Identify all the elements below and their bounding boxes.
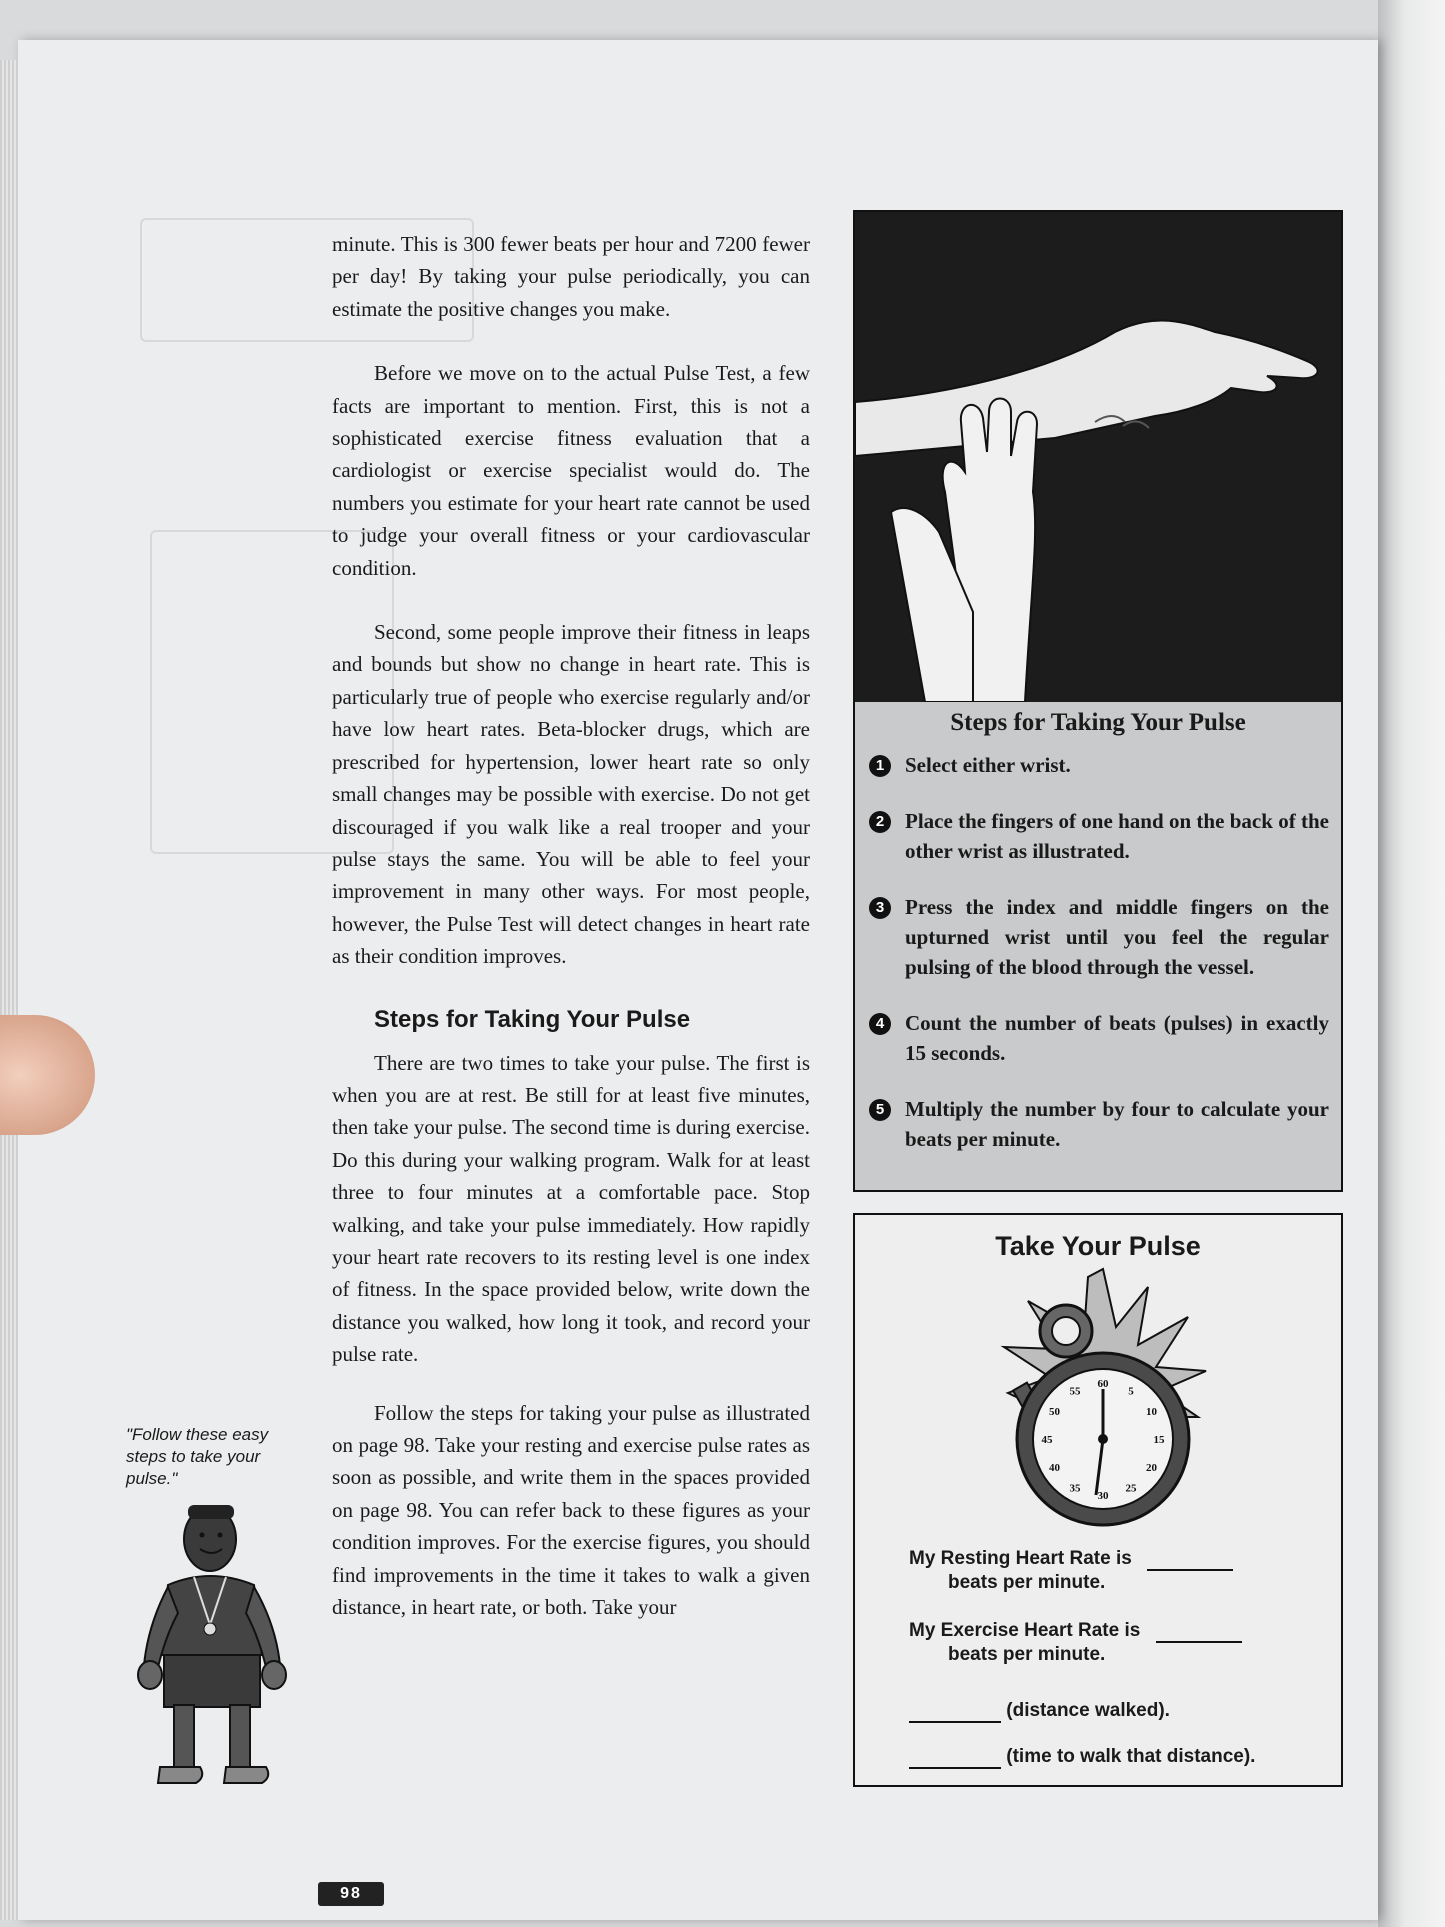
list-item [869, 892, 1329, 982]
dial-number: 60 [1097, 1378, 1109, 1390]
pulse-box-title: Take Your Pulse [995, 1231, 1201, 1261]
steps-list [869, 750, 1329, 1154]
dial-number: 20 [1146, 1462, 1157, 1474]
next-page-edge [1378, 0, 1445, 1927]
dial-number: 10 [1146, 1406, 1157, 1418]
exercise-heart-rate-field [909, 1619, 1329, 1643]
step-number-badge: 5 [869, 1099, 891, 1121]
illustration-caption: "Follow these easy steps to take your pulse." [126, 1425, 269, 1488]
step-number-badge: 3 [869, 897, 891, 919]
main-text-column [332, 228, 810, 1655]
paragraph: Follow the steps for taking your pulse as illustrated on page 98. Take your resting and exercise pulse rates as soon as possible, and write them in the spaces provided on page 98. You can refer back to these figures as your condition improves. For the exercise figures, you should find improvements in the time it takes to walk a given distance, in heart rate, or both. Take your [332, 1400, 810, 1620]
resting-blank[interactable] [1147, 1547, 1233, 1571]
take-your-pulse-box [853, 1213, 1343, 1787]
step-text: Press the index and middle fingers on the upturned wrist until you feel the regular pulsing of the blood through the vessel. [905, 895, 1329, 979]
distance-blank[interactable] [909, 1699, 1001, 1723]
dial-number: 15 [1153, 1434, 1165, 1446]
step-text: Count the number of beats (pulses) in exactly 15 seconds. [905, 1011, 1329, 1065]
time-field [909, 1745, 1255, 1769]
dial-number: 35 [1069, 1482, 1081, 1495]
paragraph: minute. This is 300 fewer beats per hour and 7200 fewer per day! By taking your pulse periodically, you can estimate the positive changes you make. [332, 232, 810, 321]
dial-number: 30 [1097, 1490, 1109, 1502]
dial-number: 50 [1049, 1406, 1060, 1418]
page-stack-edge [0, 60, 18, 1920]
list-item [869, 1094, 1329, 1154]
list-item [869, 1008, 1329, 1068]
step-text: Select either wrist. [905, 753, 1071, 777]
exercise-unit: beats per minute. [948, 1644, 1106, 1665]
time-label: (time to walk that distance). [1006, 1746, 1256, 1767]
resting-label: My Resting Heart Rate is [909, 1548, 1132, 1569]
step-text: Place the fingers of one hand on the back of the other wrist as illustrated. [905, 809, 1329, 863]
list-item [869, 750, 1329, 780]
paragraph: Before we move on to the actual Pulse Test, a few facts are important to mention. First, this is not a sophisticated exercise fitness evaluation that a cardiologist or exercise specialist would do. The numbers you estimate for your heart rate cannot be used to judge your overall fitness or your cardiovascular condition. [332, 361, 810, 580]
steps-sidebar-box [853, 210, 1343, 1192]
step-number-badge: 4 [869, 1013, 891, 1035]
walking-man-illustration [130, 1505, 300, 1795]
exercise-label: My Exercise Heart Rate is [909, 1620, 1141, 1641]
paragraph: Second, some people improve their fitness in leaps and bounds but show no change in heart rate. This is particularly true of people who exercise regularly and/or have low heart rates. Beta-blocker drugs, which are prescribed for hypertension, lower heart rate so only small changes may be possible with exercise. Do not get discouraged if you walk like a real trooper and your pulse stays the same. You will be able to feel your improvement in many other ways. For most people, however, the Pulse Test will detect changes in heart rate as their condition improves. [332, 620, 810, 969]
step-number-badge: 1 [869, 755, 891, 777]
wrist-pulse-illustration [855, 212, 1341, 702]
step-text: Multiply the number by four to calculate your beats per minute. [905, 1097, 1329, 1151]
section-heading: Steps for Taking Your Pulse [374, 1005, 691, 1033]
paragraph: There are two times to take your pulse. The first is when you are at rest. Be still for at least five minutes, then take your pulse. The second time is during exercise. Do this during your walking program. Walk for at least three to four minutes at a comfortable pace. Stop walking, and take your pulse immediately. How rapidly your heart rate recovers to its resting level is one index of fitness. In the space provided below, write down the distance you walked, how long it took, and record your pulse rate. [332, 1050, 810, 1367]
page-number: 98 [318, 1882, 384, 1906]
distance-label: (distance walked). [1006, 1700, 1170, 1721]
exercise-blank[interactable] [1156, 1619, 1242, 1643]
time-blank[interactable] [909, 1745, 1001, 1769]
resting-heart-rate-field [909, 1547, 1329, 1571]
steps-box-title: Steps for Taking Your Pulse [950, 709, 1246, 736]
step-number-badge: 2 [869, 811, 891, 833]
resting-unit: beats per minute. [948, 1572, 1106, 1593]
dial-number: 40 [1049, 1462, 1060, 1474]
stopwatch-icon [998, 1267, 1208, 1537]
dial-number: 25 [1125, 1482, 1137, 1495]
dial-number: 5 [1128, 1385, 1134, 1398]
distance-field [909, 1699, 1170, 1723]
list-item [869, 806, 1329, 866]
dial-number: 45 [1041, 1434, 1053, 1446]
dial-number: 55 [1069, 1385, 1081, 1398]
